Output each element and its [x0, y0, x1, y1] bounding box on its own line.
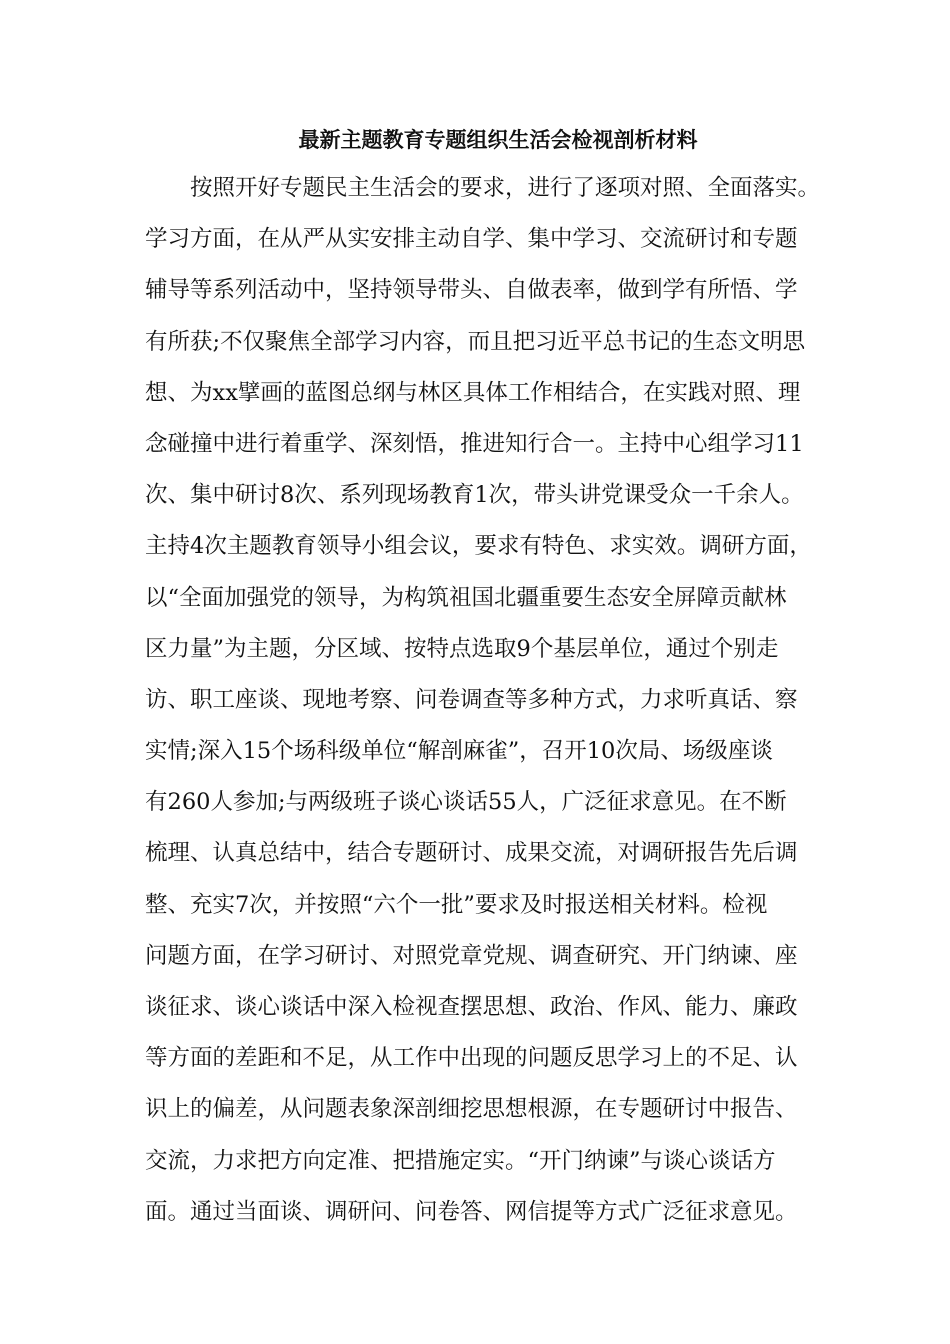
- paragraph-line: 想、为xx擘画的蓝图总纲与林区具体工作相结合，在实践对照、理: [145, 379, 801, 406]
- paragraph-line: 区力量”为主题，分区域、按特点选取9个基层单位，通过个别走: [145, 635, 779, 662]
- paragraph-line: 学习方面，在从严从实安排主动自学、集中学习、交流研讨和专题: [145, 226, 798, 253]
- paragraph-line: 念碰撞中进行着重学、深刻悟，推进知行合一。主持中心组学习11: [145, 430, 804, 457]
- paragraph-line: 梳理、认真总结中，结合专题研讨、成果交流，对调研报告先后调: [145, 840, 798, 867]
- paragraph-line: 交流，力求把方向定准、把措施定实。“开门纳谏”与谈心谈话方: [145, 1147, 776, 1174]
- paragraph-line: 面。通过当面谈、调研问、问卷答、网信提等方式广泛征求意见。: [145, 1198, 798, 1225]
- paragraph-line: 访、职工座谈、现地考察、问卷调查等多种方式，力求听真话、察: [145, 686, 798, 713]
- paragraph-line: 按照开好专题民主生活会的要求，进行了逐项对照、全面落实。: [190, 175, 821, 201]
- paragraph-line: 问题方面，在学习研讨、对照党章党规、调查研究、开门纳谏、座: [145, 942, 798, 969]
- document-title: 最新主题教育专题组织生活会检视剖析材料: [298, 127, 698, 152]
- paragraph-line: 主持4次主题教育领导小组会议，要求有特色、求实效。调研方面，: [145, 533, 812, 560]
- paragraph-line: 以“全面加强党的领导，为构筑祖国北疆重要生态安全屏障贡献林: [145, 584, 787, 611]
- paragraph-line: 谈征求、谈心谈话中深入检视查摆思想、政治、作风、能力、廉政: [145, 994, 798, 1020]
- paragraph-line: 有260人参加;与两级班子谈心谈话55人，广泛征求意见。在不断: [145, 789, 787, 816]
- paragraph-line: 识上的偏差，从问题表象深剖细挖思想根源，在专题研讨中报告、: [145, 1096, 798, 1123]
- paragraph-line: 辅导等系列活动中，坚持领导带头、自做表率，做到学有所悟、学: [145, 277, 798, 304]
- paragraph-line: 等方面的差距和不足，从工作中出现的问题反思学习上的不足、认: [145, 1045, 798, 1072]
- paragraph-line: 实情;深入15个场科级单位“解剖麻雀”，召开10次局、场级座谈: [145, 738, 773, 765]
- paragraph-line: 有所获;不仅聚焦全部学习内容，而且把习近平总书记的生态文明思: [145, 328, 806, 355]
- paragraph-line: 次、集中研讨8次、系列现场教育1次，带头讲党课受众一千余人。: [145, 482, 804, 509]
- paragraph-line: 整、充实7次，并按照“六个一批”要求及时报送相关材料。检视: [145, 891, 768, 918]
- document-body: [145, 163, 835, 1238]
